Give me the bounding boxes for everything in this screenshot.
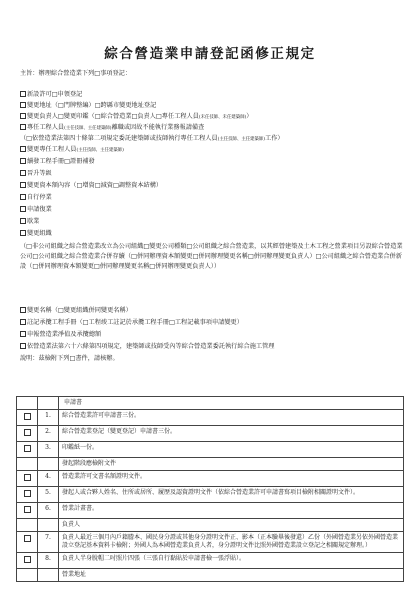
row-text: 綜合營造業許可申請書三份。 <box>59 410 404 426</box>
checkbox[interactable] <box>20 102 26 108</box>
table-section-row <box>17 519 404 532</box>
row-number: 7. <box>38 532 59 553</box>
row-checkbox[interactable] <box>24 445 31 452</box>
table-section-row <box>17 458 404 471</box>
table-header: 申請書 <box>59 397 404 410</box>
checkbox[interactable] <box>20 91 26 97</box>
table-row <box>17 426 404 442</box>
item-address: 變更地址（□門牌整編）□跨縣市變更地址登記 <box>20 102 404 110</box>
checkbox[interactable] <box>20 182 26 188</box>
item-responsible: 變更負責人□變更印鑑（□綜合營造業□負責人□專任工程人員(未任技師、未任建築師)） <box>20 113 404 122</box>
document-title: 綜合營造業申請登記函修正規定 <box>104 46 316 62</box>
row-checkbox[interactable] <box>24 490 31 497</box>
row-text: 負責人半身脫帽二吋照片四張（三張自行黏貼於申請書檢一張浮貼）。 <box>59 553 404 569</box>
row-text: 綜合營造業登記（變更登記）申請書三份。 <box>59 426 404 442</box>
checkbox[interactable] <box>20 124 26 130</box>
item-org-detail: （□非公司組織之綜合營造業改立為公司組織□變更公司種類□公司組織之綜合營造業，以其經營建築及土木工程之營業項目另設綜合營造業公司□公司組織之綜合營造業合併存續（□併同辦理資本額變更□併同辦理變更名稱□併同辦理變更負責人）□公司組織之綜合營造業合併新設（□併同辦理資本額變更□併同辦理變更名稱□併同辦理變更負責人）） <box>20 243 403 270</box>
item-change-engineer: 變更專任工程人員(主任技師、主任建築師) <box>20 146 404 155</box>
attachment-table <box>16 396 404 582</box>
item-suspend: 自行停業 <box>20 194 404 202</box>
section-label: 負責人 <box>59 519 404 532</box>
section-label: 發起階段應檢附文件 <box>59 458 404 471</box>
explain-line: 說明：茲檢附下列□書件，請核辦。 <box>20 355 119 362</box>
table-row <box>17 471 404 487</box>
row-checkbox[interactable] <box>24 535 31 542</box>
row-number <box>38 519 59 532</box>
item-upgrade: 晉升等級 <box>20 170 404 178</box>
subject-line: 主旨：辦理綜合營造業下列□事項登記： <box>20 70 132 77</box>
item-resume: 申請復業 <box>20 206 404 214</box>
row-number: 4. <box>38 471 59 487</box>
checkbox[interactable] <box>20 146 26 152</box>
checkbox[interactable] <box>20 194 26 200</box>
row-number: 6. <box>38 503 59 519</box>
row-number: 5. <box>38 487 59 503</box>
row-text: 發起人或合夥人姓名、住所或居所、履歷及認資證明文件（依綜合營造業許可申請書寫項目檢附相關證明文件）。 <box>59 487 404 503</box>
row-text: 負責人最近三個月內戶籍謄本、國民身分證或其他身分證明文件正、影本（正本驗畢後發還）乙份（外國營造業另依外國營造業設立登記基本資料卡檢附；外國人為本國營造業負責人者，身分證明文件比照外國營造業設立登記之相關規定辦理。） <box>59 532 404 553</box>
checkbox[interactable] <box>20 343 26 349</box>
row-text: 印鑑紙一份。 <box>59 442 404 458</box>
row-number: 3. <box>38 442 59 458</box>
table-row <box>17 532 404 553</box>
table-row <box>17 442 404 458</box>
table-row <box>17 503 404 519</box>
row-text: 營造業許可文書名額證明文件。 <box>59 471 404 487</box>
table-header-row <box>17 397 404 410</box>
checkbox[interactable] <box>20 206 26 212</box>
row-text: 營業計畫書。 <box>59 503 404 519</box>
checkbox[interactable] <box>20 319 26 325</box>
item-engineer: 專任工程人員(主任技師、主任建築師)離職或因故不能執行業務報請備查 <box>20 124 404 133</box>
item-tech-staff: 續發工程手冊□證冊補發 <box>20 158 404 166</box>
item-art42: （□依營造業法第四十條第二項規定委託建築師或技師執行專任工程人員(主任技師、主任建築師)工作） <box>20 135 284 142</box>
table-row <box>17 410 404 426</box>
item-register-book: 註記承攬工程手冊（□工程竣工註記於承攬工程手冊□工程記載事項申請變更） <box>20 319 404 327</box>
item-apply-staff: 申報營造業淨值及承攬總額 <box>20 331 404 339</box>
item-organization: 變更組織 <box>20 230 404 238</box>
checkbox[interactable] <box>20 230 26 236</box>
checkbox[interactable] <box>20 170 26 176</box>
item-rename: 變更名稱（□變更組織併同變更名稱） <box>20 307 404 315</box>
table-row <box>17 553 404 569</box>
row-number: 8. <box>38 553 59 569</box>
item-entrust: 依營造業法第六十六條第四項規定，建築師或技師受內等綜合營造業委託執行綜合施工管理 <box>20 343 404 351</box>
row-checkbox[interactable] <box>24 474 31 481</box>
checkbox[interactable] <box>20 331 26 337</box>
item-capital: 變更資本額內容（□增資□減資□調整資本結構） <box>20 182 404 190</box>
row-number: 2. <box>38 426 59 442</box>
row-checkbox[interactable] <box>24 556 31 563</box>
row-checkbox[interactable] <box>24 413 31 420</box>
row-checkbox[interactable] <box>24 506 31 513</box>
section-label: 營業地址 <box>59 569 404 582</box>
item-dissolve: 歇業 <box>20 218 404 226</box>
table-row <box>17 487 404 503</box>
checkbox[interactable] <box>20 218 26 224</box>
row-number <box>38 569 59 582</box>
row-number: 1. <box>38 410 59 426</box>
checkbox[interactable] <box>20 158 26 164</box>
item-new-register: 新設許可□申領登記 <box>20 91 404 99</box>
row-number <box>38 458 59 471</box>
checkbox[interactable] <box>20 307 26 313</box>
checkbox[interactable] <box>20 113 26 119</box>
table-section-row <box>17 569 404 582</box>
row-checkbox[interactable] <box>24 429 31 436</box>
